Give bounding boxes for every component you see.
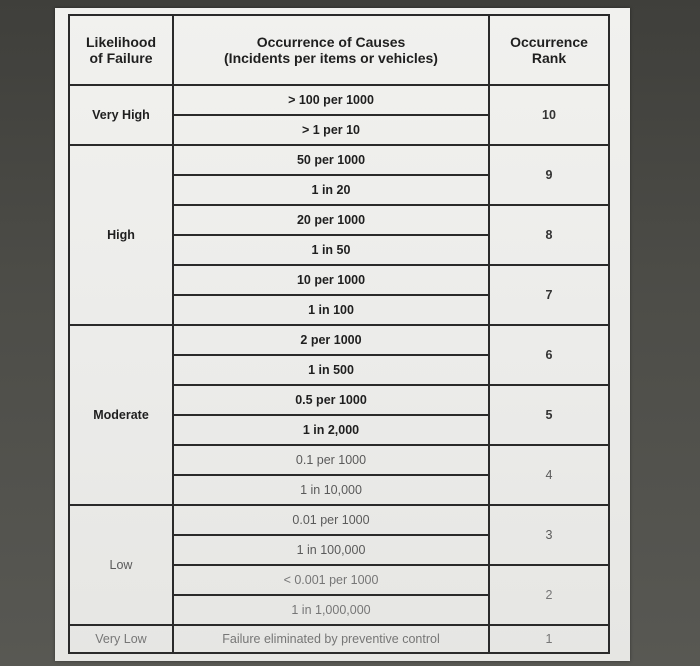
table-header-row xyxy=(69,15,609,85)
occurrence-ratio: 1 in 50 xyxy=(173,235,489,265)
rank-cell: 1 xyxy=(489,625,609,653)
header-occurrence-line2: (Incidents per items or vehicles) xyxy=(224,50,438,66)
occurrence-ratio: 1 in 20 xyxy=(173,175,489,205)
rank-cell: 7 xyxy=(489,265,609,325)
rank-cell: 6 xyxy=(489,325,609,385)
table-row xyxy=(69,505,609,535)
likelihood-high: High xyxy=(69,145,173,325)
occurrence-ratio: 1 in 10,000 xyxy=(173,475,489,505)
occurrence-final: Failure eliminated by preventive control xyxy=(173,625,489,653)
table-row xyxy=(69,325,609,355)
table-row xyxy=(69,145,609,175)
occurrence-per-1000: 0.5 per 1000 xyxy=(173,385,489,415)
likelihood-low: Low xyxy=(69,505,173,625)
occurrence-ratio: 1 in 1,000,000 xyxy=(173,595,489,625)
rank-cell: 10 xyxy=(489,85,609,145)
occurrence-per-1000: 10 per 1000 xyxy=(173,265,489,295)
occurrence-ratio: 1 in 100 xyxy=(173,295,489,325)
table-row xyxy=(69,625,609,653)
occurrence-ratio: 1 in 100,000 xyxy=(173,535,489,565)
header-occurrence xyxy=(173,15,489,85)
rank-cell: 2 xyxy=(489,565,609,625)
occurrence-per-1000: 50 per 1000 xyxy=(173,145,489,175)
likelihood-moderate: Moderate xyxy=(69,325,173,505)
occurrence-ratio: > 1 per 10 xyxy=(173,115,489,145)
occurrence-per-1000: 0.01 per 1000 xyxy=(173,505,489,535)
occurrence-rank-table xyxy=(68,14,610,654)
rank-cell: 8 xyxy=(489,205,609,265)
header-likelihood xyxy=(69,15,173,85)
occurrence-ratio: 1 in 500 xyxy=(173,355,489,385)
occurrence-per-1000: 0.1 per 1000 xyxy=(173,445,489,475)
rank-cell: 9 xyxy=(489,145,609,205)
occurrence-ratio: 1 in 2,000 xyxy=(173,415,489,445)
rank-cell: 3 xyxy=(489,505,609,565)
header-likelihood-line2: of Failure xyxy=(89,50,153,66)
occurrence-per-1000: 20 per 1000 xyxy=(173,205,489,235)
likelihood-very-low: Very Low xyxy=(69,625,173,653)
header-occurrence-line1: Occurrence of Causes xyxy=(256,33,406,50)
header-rank-line1: Occurrence xyxy=(510,33,588,50)
header-rank xyxy=(489,15,609,85)
table-row xyxy=(69,85,609,115)
occurrence-per-1000: 2 per 1000 xyxy=(173,325,489,355)
likelihood-very-high: Very High xyxy=(69,85,173,145)
header-rank-line2: Rank xyxy=(531,50,567,66)
rank-cell: 5 xyxy=(489,385,609,445)
rank-cell: 4 xyxy=(489,445,609,505)
occurrence-per-1000: > 100 per 1000 xyxy=(173,85,489,115)
header-likelihood-line1: Likelihood xyxy=(86,33,156,50)
occurrence-per-1000: < 0.001 per 1000 xyxy=(173,565,489,595)
